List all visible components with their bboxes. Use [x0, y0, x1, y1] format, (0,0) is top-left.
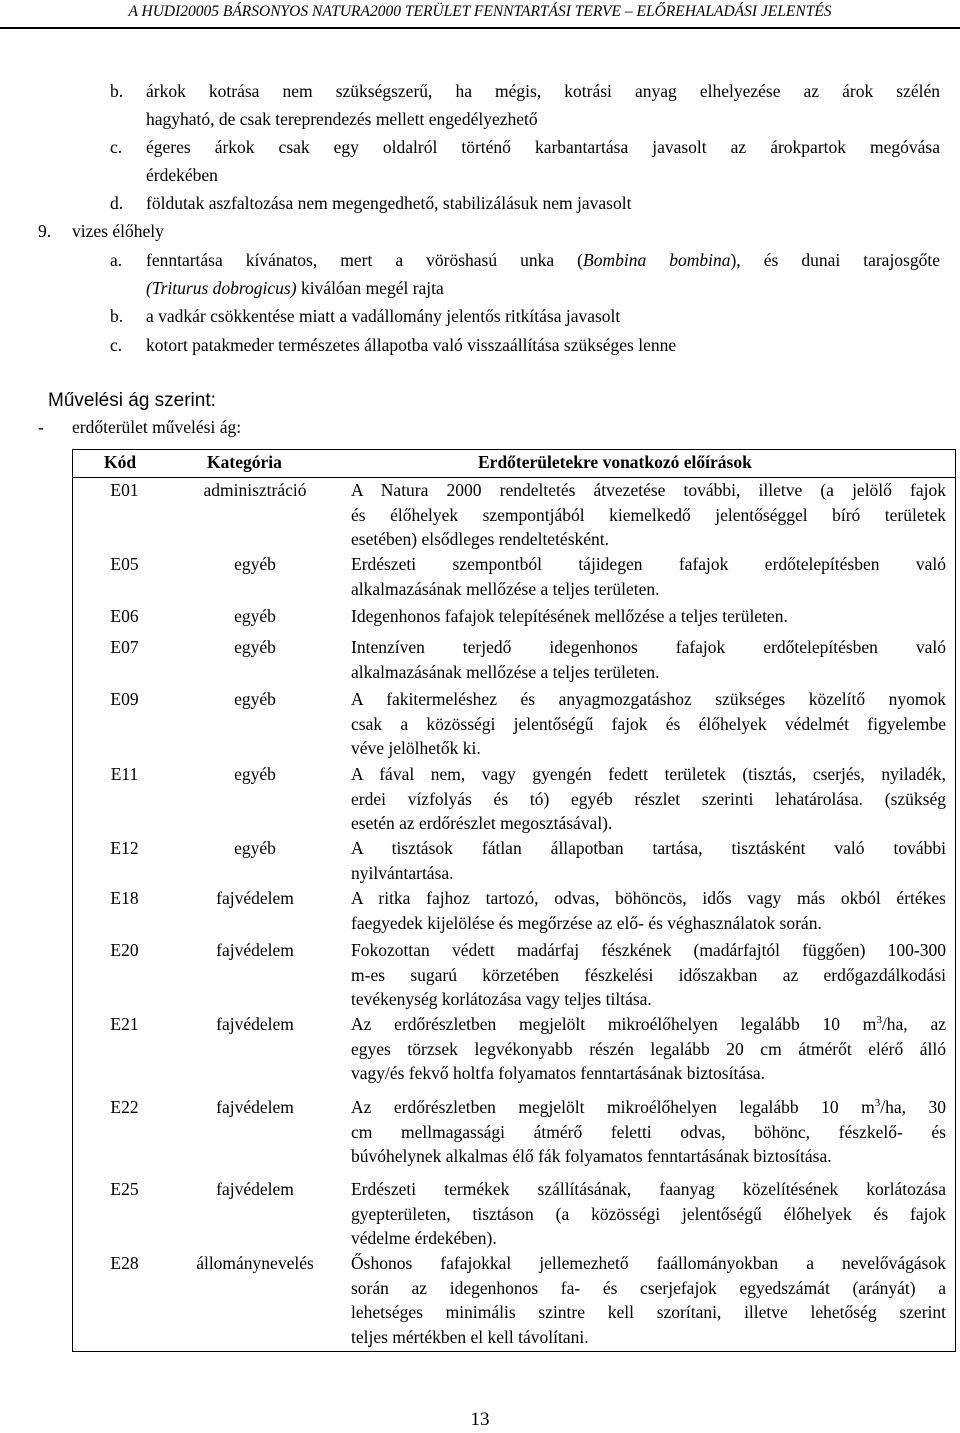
list-a2-line1 — [146, 250, 940, 271]
row-code: E21 — [110, 1014, 139, 1034]
row-category: fajvédelem — [216, 1014, 294, 1034]
desc-line: lehetséges minimális szintre kell szorítani, illetve lehetőség szerint — [351, 1302, 946, 1322]
desc-line-suffix: /ha, 30 — [880, 1097, 946, 1117]
row-category: egyéb — [234, 554, 276, 574]
row-category: egyéb — [234, 606, 276, 626]
row-code: E05 — [110, 554, 139, 574]
row-desc — [351, 762, 946, 836]
desc-line: erdei vízfolyás és tó) egyéb részlet szerinti lehatárolása. (szükség — [351, 788, 946, 809]
list-marker-a2: a. — [110, 250, 123, 270]
row-desc — [351, 1251, 946, 1349]
desc-line: tevékenység korlátozása vagy teljes tiltása. — [351, 989, 652, 1009]
row-code: E20 — [110, 940, 139, 960]
row-desc — [351, 552, 946, 601]
desc-line: nyilvántartása. — [351, 862, 454, 883]
desc-line: során az idegenhonos fa- és cserjefajok egyedszámát (arányát) a — [351, 1277, 946, 1298]
list-marker-9: 9. — [38, 221, 52, 241]
a2-post: ), és dunai tarajosgőte — [730, 250, 940, 270]
desc-line: Intenzíven terjedő idegenhonos fafajok erdőtelepítésben való — [351, 637, 946, 657]
list-c2-line1: kotort patakmeder természetes állapotba való visszaállítása szükséges lenne — [146, 335, 677, 355]
row-category: fajvédelem — [216, 888, 294, 908]
desc-line: és élőhelyek szempontjából kiemelkedő jelentőséggel bíró területek — [351, 504, 946, 525]
row-desc — [351, 687, 946, 761]
row-code: E06 — [110, 606, 139, 626]
row-desc — [351, 635, 946, 684]
desc-line: A ritka fajhoz tartozó, odvas, böhöncös, idős vagy más okból értékes — [351, 888, 946, 908]
desc-line: A Natura 2000 rendeltetés átvezetése további, illetve (a jelölő fajok — [351, 480, 946, 500]
desc-line: búvóhelynek alkalmas élő fák folyamatos fenntartásának biztosítása. — [351, 1146, 832, 1166]
desc-line: cm mellmagassági átmérő feletti odvas, böhönc, fészkelő- és — [351, 1121, 946, 1142]
row-desc — [351, 836, 946, 885]
a2-pre: fenntartása kívánatos, mert a vöröshasú unka ( — [146, 250, 584, 270]
row-category: egyéb — [234, 838, 276, 858]
list-marker-d: d. — [110, 193, 124, 213]
desc-line: vagy/és fekvő holtfa folyamatos fenntartásának biztosítása. — [351, 1063, 766, 1083]
desc-line: Fokozottan védett madárfaj fészkének (madárfajtól függően) 100-300 — [351, 940, 946, 960]
list-marker-c2: c. — [110, 335, 123, 355]
desc-line: alkalmazásának mellőzése a teljes területen. — [351, 578, 660, 599]
desc-line-suffix: /ha, az — [881, 1014, 946, 1034]
a2-line2-post: kiválóan megél rajta — [296, 278, 444, 298]
row-code: E22 — [110, 1097, 139, 1117]
section-dash: - — [38, 417, 44, 437]
page-number: 13 — [470, 1409, 490, 1430]
desc-line-text: Az erdőrészletben megjelölt mikroélőhelyen legalább 10 m — [351, 1014, 877, 1034]
header-rule — [0, 27, 960, 29]
desc-line: alkalmazásának mellőzése a teljes területen. — [351, 661, 660, 682]
desc-line: A fával nem, vagy gyengén fedett területek (tisztás, cserjés, nyiladék, — [351, 764, 946, 784]
desc-line: A tisztások fátlan állapotban tartása, tisztásként való további — [351, 838, 946, 858]
desc-line: Idegenhonos fafajok telepítésének mellőzése a teljes területen. — [351, 606, 788, 626]
desc-line: csak a közösségi jelentőségű fajok és élőhelyek védelmét figyelembe — [351, 713, 946, 734]
list-b-line2: hagyható, de csak tereprendezés mellett engedélyezhető — [146, 109, 538, 129]
row-category: egyéb — [234, 637, 276, 657]
row-desc — [351, 938, 946, 1012]
row-category: fajvédelem — [216, 1179, 294, 1199]
desc-line: m-es sugarú körzetében fészkelési időszakban az erdőgazdálkodási — [351, 964, 946, 985]
desc-line: Őshonos fafajokkal jellemezhető faállományokban a nevelővágások — [351, 1253, 946, 1273]
row-desc — [351, 1095, 946, 1169]
row-code: E12 — [110, 838, 139, 858]
list-a2-line2 — [146, 278, 444, 299]
list-c-line2: érdekében — [146, 165, 218, 185]
row-category: fajvédelem — [216, 940, 294, 960]
row-code: E25 — [110, 1179, 139, 1199]
table-header-desc: Erdőterületekre vonatkozó előírások — [478, 452, 752, 472]
row-desc — [351, 1177, 946, 1251]
desc-line — [351, 1012, 946, 1037]
list-d-line1: földutak aszfaltozása nem megengedhető, stabilizálásuk nem javasolt — [146, 193, 632, 213]
section-title: Művelési ág szerint: — [48, 390, 216, 411]
list-9-heading: vizes élőhely — [72, 221, 164, 241]
row-desc — [351, 478, 946, 552]
a2-species2-italic: (Triturus dobrogicus) — [146, 278, 297, 298]
desc-line: védelme érdekében). — [351, 1228, 497, 1248]
a2-species-italic: Bombina bombina — [583, 250, 731, 270]
row-code: E28 — [110, 1253, 139, 1273]
row-category: egyéb — [234, 764, 276, 784]
desc-line: esetében) elsődleges rendeltetésként. — [351, 529, 610, 549]
section-subtitle: erdőterület művelési ág: — [72, 417, 242, 437]
list-marker-b: b. — [110, 81, 124, 101]
list-c-line1: égeres árkok csak egy oldalról történő karbantartása javasolt az árokpartok megóvása — [146, 137, 940, 157]
row-category: egyéb — [234, 689, 276, 709]
desc-line: esetén az erdőrészlet megosztásával). — [351, 813, 613, 833]
row-code: E11 — [110, 764, 139, 784]
table-header-category: Kategória — [207, 452, 282, 472]
desc-line: teljes mértékben el kell távolítani. — [351, 1326, 589, 1347]
desc-line — [351, 1095, 946, 1120]
desc-line: Erdészeti szempontból tájidegen fafajok erdőtelepítésben való — [351, 554, 946, 574]
list-marker-c: c. — [110, 137, 123, 157]
desc-line: faegyedek kijelölése és megőrzése az elő- és véghasználatok során. — [351, 912, 822, 933]
superscript: 3 — [876, 1014, 882, 1027]
desc-line-text: Az erdőrészletben megjelölt mikroélőhelyen legalább 10 m — [351, 1097, 875, 1117]
row-category: állománynevelés — [196, 1253, 314, 1273]
row-desc — [351, 604, 946, 629]
desc-line: Erdészeti termékek szállításának, faanyag közelítésének korlátozása — [351, 1179, 946, 1199]
page-header: A HUDI20005 BÁRSONYOS NATURA2000 TERÜLET FENNTARTÁSI TERVE – ELŐREHALADÁSI JELENTÉS — [128, 3, 832, 20]
row-code: E07 — [110, 637, 139, 657]
desc-line: egyes törzsek legvékonyabb részén legalább 20 cm átmérőt elérő álló — [351, 1038, 946, 1059]
row-category: fajvédelem — [216, 1097, 294, 1117]
row-desc — [351, 886, 946, 935]
list-b-line1: árkok kotrása nem szükségszerű, ha mégis, kotrási anyag elhelyezése az árok szélén — [146, 81, 940, 101]
row-desc — [351, 1012, 946, 1086]
row-code: E09 — [110, 689, 139, 709]
row-code: E18 — [110, 888, 139, 908]
superscript: 3 — [874, 1097, 881, 1110]
desc-line: véve jelölhetők ki. — [351, 738, 481, 758]
row-code: E01 — [110, 480, 139, 500]
list-b2-line1: a vadkár csökkentése miatt a vadállomány jelentős ritkítása javasolt — [146, 306, 621, 326]
desc-line: gyepterületen, tisztáson (a közösségi jelentőségű élőhelyek és fajok — [351, 1203, 946, 1224]
list-marker-b2: b. — [110, 306, 124, 326]
desc-line: A fakitermeléshez és anyagmozgatáshoz szükséges közelítő nyomok — [351, 689, 946, 709]
row-category: adminisztráció — [203, 480, 307, 500]
table-header-code: Kód — [104, 452, 137, 472]
